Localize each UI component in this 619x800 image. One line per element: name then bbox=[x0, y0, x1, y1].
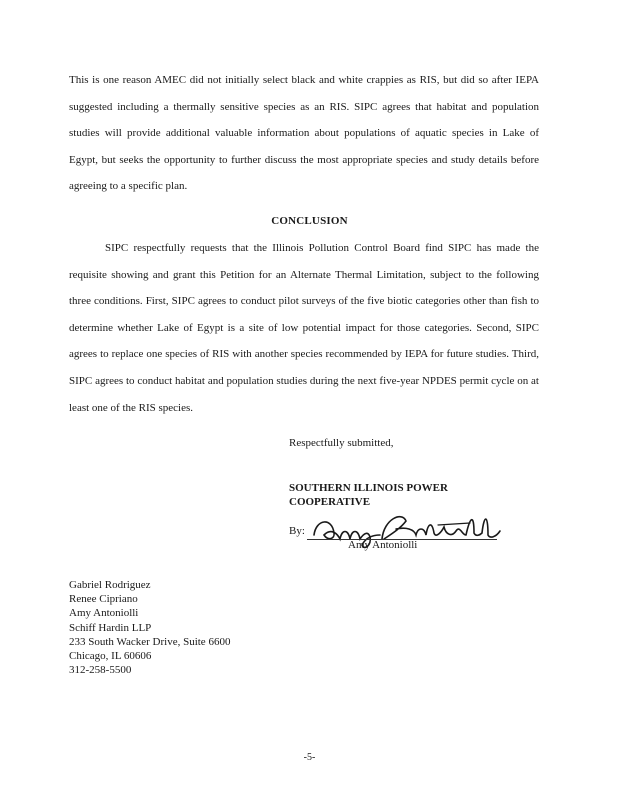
by-label: By: bbox=[289, 525, 305, 537]
organization-line-2: COOPERATIVE bbox=[289, 496, 371, 508]
counsel-line: 312-258-5500 bbox=[69, 664, 132, 677]
body-paragraph-conclusion: SIPC respectfully requests that the Illinois Pollution Control Board find SIPC has made the requisite showing and grant this Petition for an Alternate Thermal Limitation, subject to the following three conditions. First, SIPC agrees to conduct pilot surveys of the five biotic categories other than fish to determine whether Lake of Egypt is a site of low potential impact for those categories. Second, SIPC agrees to replace one species of RIS with another species recommended by IEPA for future studies. Third, SIPC agrees to conduct habitat and population studies during the next five-year NPDES permit cycle on at least one of the RIS species. bbox=[69, 242, 539, 414]
signer-name: Amy Antoniolli bbox=[348, 539, 418, 551]
counsel-line: Renee Cipriano bbox=[69, 593, 138, 606]
counsel-line: 233 South Wacker Drive, Suite 6600 bbox=[69, 635, 231, 648]
counsel-block bbox=[69, 578, 230, 677]
page-number: -5- bbox=[303, 752, 316, 763]
counsel-line: Gabriel Rodriguez bbox=[69, 579, 151, 591]
counsel-line: Schiff Hardin LLP bbox=[69, 621, 152, 634]
closing-salutation: Respectfully submitted, bbox=[289, 437, 394, 449]
counsel-line: Chicago, IL 60606 bbox=[69, 650, 152, 663]
counsel-line: Amy Antoniolli bbox=[69, 607, 139, 620]
section-heading-conclusion: CONCLUSION bbox=[271, 215, 348, 227]
body-paragraph-rationale: This is one reason AMEC did not initially select black and white crappies as RIS, but did so after IEPA suggested including a thermally sensitive species as an RIS. SIPC agrees that habitat and population studies will provide additional valuable information about populations of aquatic species in Lake of Egypt, but seeks the opportunity to further discuss the most appropriate species and study details before agreeing to a specific plan. bbox=[69, 74, 539, 193]
organization-line-1: SOUTHERN ILLINOIS POWER bbox=[289, 482, 448, 494]
